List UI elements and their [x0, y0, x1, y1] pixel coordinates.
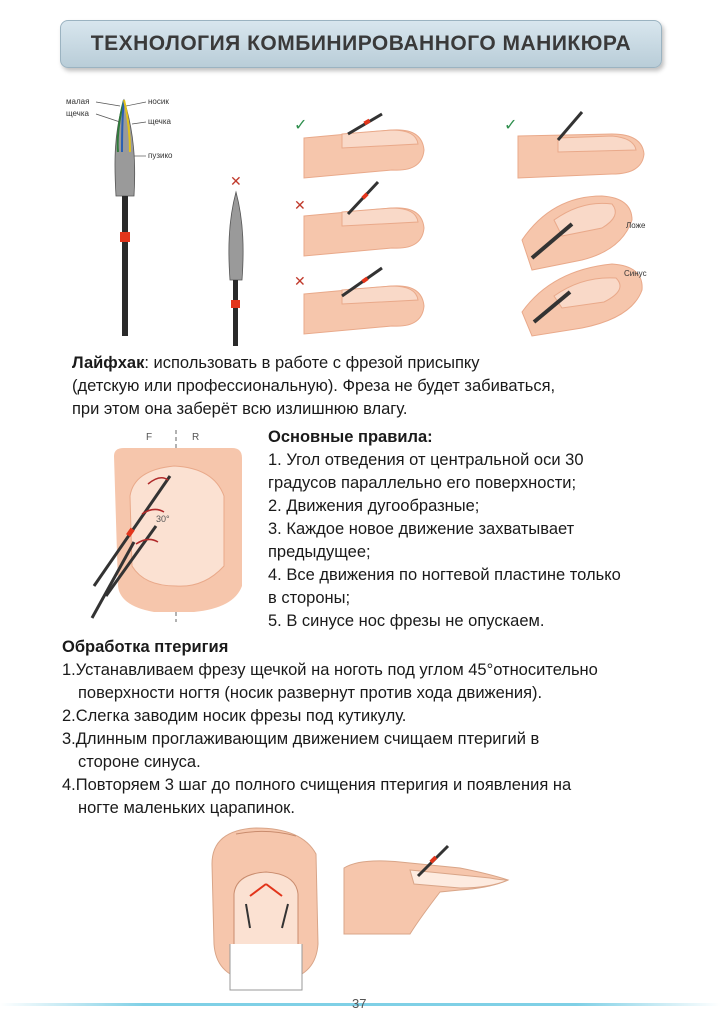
lifehack-line-3: при этом она заберёт всю излишнюю влагу. — [72, 400, 408, 418]
bit-label-nose: носик — [148, 97, 169, 106]
label-sinus: Синус — [624, 269, 647, 278]
bit-diagram — [62, 92, 262, 350]
page-number: 37 — [352, 996, 367, 1011]
lifehack-line-2: (детскую или профессиональную). Фреза не будет забиваться, — [72, 377, 556, 395]
lifehack-term: Лайфхак — [72, 354, 145, 372]
rule-line-5: предыдущее; — [268, 543, 371, 561]
bit-label-belly: пузико — [148, 151, 173, 160]
check-mark-icon: ✓ — [294, 117, 308, 134]
bit-label-small: малая — [66, 97, 90, 106]
title-banner — [60, 20, 662, 68]
pterygium-line-2: поверхности ногтя (носик развернут против хода движения). — [78, 684, 543, 702]
bit-label-cheek-left: щечка — [66, 109, 89, 118]
pterygium-line-5: стороне синуса. — [78, 753, 201, 771]
label-bed: Ложе — [626, 221, 646, 230]
rule-line-7: в стороны; — [268, 589, 351, 607]
lifehack-paragraph — [72, 352, 692, 421]
bit-positions-diagram — [282, 100, 666, 348]
label-f: F — [146, 432, 153, 443]
finger-top-view-illustration — [206, 824, 336, 992]
pterygium-line-7: ногте маленьких царапинок. — [78, 799, 295, 817]
pterygium-block — [62, 636, 702, 820]
check-mark-icon: ✓ — [504, 117, 518, 134]
rule-line-4: 3. Каждое новое движение захватывает — [268, 520, 575, 538]
wrong-mark-icon: ✕ — [230, 173, 242, 189]
finger-side-view-illustration — [340, 838, 520, 948]
rule-line-2: градусов параллельно его поверхности; — [268, 474, 577, 492]
wrong-mark-icon: ✕ — [294, 197, 306, 213]
pterygium-line-1: 1.Устанавливаем фрезу щечкой на ноготь под углом 45°относительно — [62, 661, 598, 679]
page-title: ТЕХНОЛОГИЯ КОМБИНИРОВАННОГО МАНИКЮРА — [90, 32, 632, 55]
rule-line-1: 1. Угол отведения от центральной оси 30 — [268, 451, 584, 469]
label-r: R — [192, 432, 200, 443]
label-angle: 30° — [156, 514, 170, 524]
rule-line-8: 5. В синусе нос фрезы не опускаем. — [268, 612, 545, 630]
rule-line-3: 2. Движения дугообразные; — [268, 497, 480, 515]
angle-diagram — [84, 426, 264, 626]
pterygium-line-3: 2.Слегка заводим носик фрезы под кутикулу. — [62, 707, 407, 725]
rule-line-6: 4. Все движения по ногтевой пластине только — [268, 566, 621, 584]
rules-block — [268, 426, 708, 633]
pterygium-line-6: 4.Повторяем 3 шаг до полного счищения птеригия и появления на — [62, 776, 572, 794]
pterygium-heading: Обработка птеригия — [62, 638, 229, 656]
bit-label-cheek-right: щечка — [148, 117, 171, 126]
rules-heading: Основные правила: — [268, 428, 433, 446]
wrong-mark-icon: ✕ — [294, 273, 306, 289]
pterygium-line-4: 3.Длинным проглаживающим движением счищаем птеригий в — [62, 730, 540, 748]
lifehack-line-1: : использовать в работе с фрезой присыпку — [144, 354, 480, 372]
